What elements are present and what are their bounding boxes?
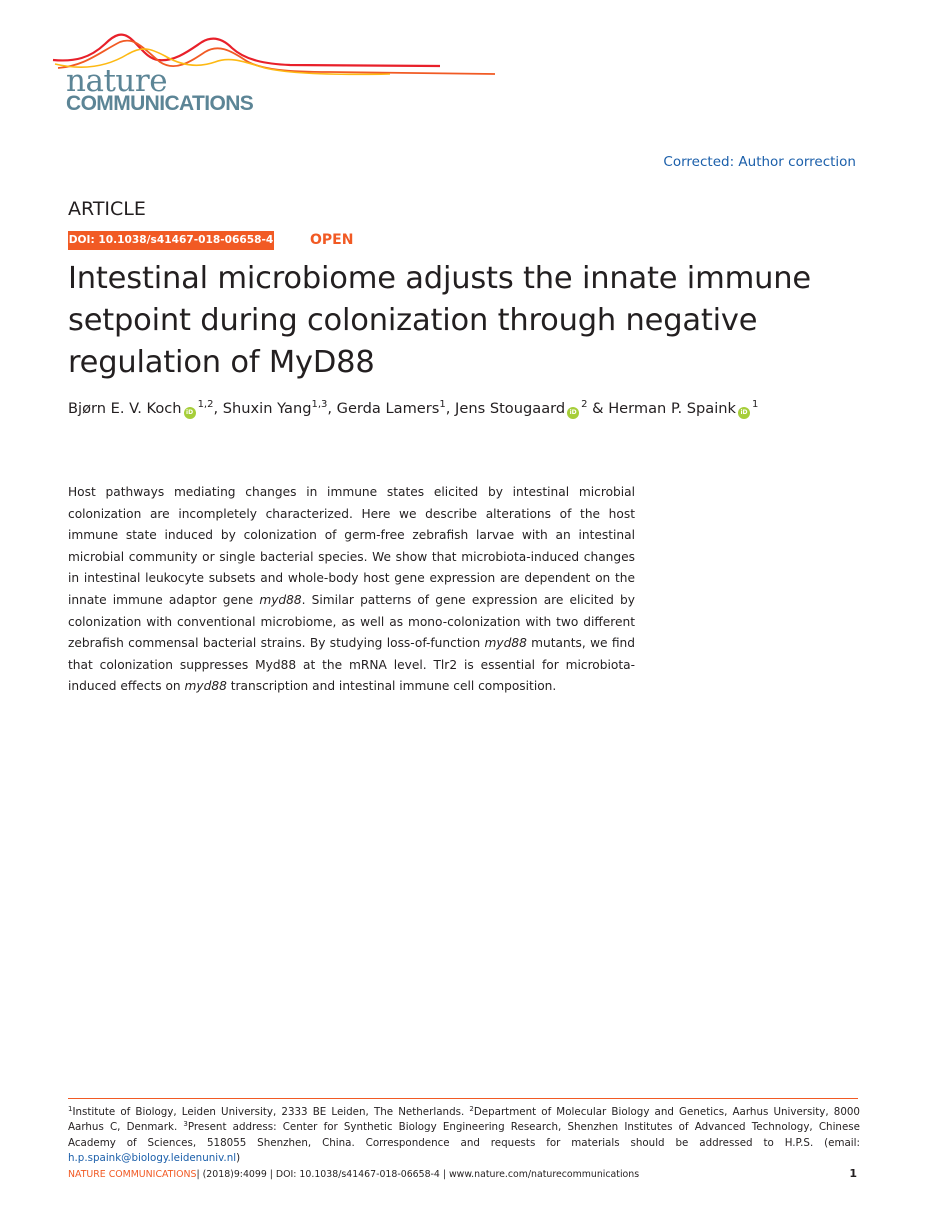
author-affiliation-marker: 1,2 [197,399,214,410]
orcid-icon[interactable]: iD [567,407,579,419]
abstract-text: mutants, we find that colonization suppresses Myd88 at the mRNA level. Tlr2 is essential for microbiota-induced effects on [68,636,635,694]
author-correction-link[interactable]: Corrected: Author correction [663,154,856,170]
footnote-marker: 3 [183,1120,188,1129]
author-separator: , [445,400,456,417]
logo-wordmark-nature: nature [66,63,168,99]
author-affiliation-marker: 1 [751,399,759,410]
footnote-divider [68,1098,858,1099]
affiliation-text: Department of Molecular Biology and Genetics, Aarhus University, 8000 Aarhus C, Denmark. [68,1106,860,1134]
author-name[interactable]: Jens Stougaard [455,400,566,417]
orcid-icon[interactable]: iD [738,407,750,419]
open-access-label: OPEN [310,232,354,248]
author-separator: , [327,400,337,417]
doi-badge[interactable]: DOI: 10.1038/s41467-018-06658-4 [68,231,274,250]
article-type-label: ARTICLE [68,198,146,220]
author-list [68,399,868,419]
page-footer [68,1169,639,1181]
affiliation-text: Institute of Biology, Leiden University, 2333 BE Leiden, The Netherlands. [72,1106,470,1118]
article-title: Intestinal microbiome adjusts the innate immune setpoint during colonization through negative regulation of MyD88 [68,261,811,380]
abstract-text: . Similar patterns of gene expression are elicited by colonization with conventional microbiome, as well as mono-colonization with two different zebrafish commensal bacterial strains. By studying loss-of-function [68,592,636,651]
gene-name: myd88 [184,679,227,694]
affiliations-footnote [68,1105,860,1167]
gene-name: myd88 [484,636,527,651]
footer-journal-name: NATURE COMMUNICATIONS [68,1169,197,1180]
author-separator: & [587,400,609,417]
footer-citation[interactable]: | (2018)9:4099 | DOI: 10.1038/s41467-018-06658-4 | www.nature.com/naturecommunications [196,1169,640,1180]
author-name[interactable]: Gerda Lamers [336,400,440,417]
gene-name: myd88 [259,592,302,607]
author-name[interactable]: Bjørn E. V. Koch [68,400,182,417]
footnote-marker: 2 [469,1105,474,1113]
journal-logo[interactable] [50,28,510,118]
author-separator: , [213,400,223,417]
logo-wordmark-communications: COMMUNICATIONS [66,92,254,115]
abstract-text: transcription and intestinal immune cell composition. [226,679,557,694]
author-name[interactable]: Shuxin Yang [222,400,312,417]
author-affiliation-marker: 1,3 [311,399,328,410]
abstract-text: Host pathways mediating changes in immune states elicited by intestinal microbial colonization are incompletely characterized. Here we describe alterations of the host immune state induced by colonization of germ-free zebrafish larvae with an intestinal microbial community or single bacterial species. We show that microbiota-induced changes in intestinal leukocyte subsets and whole-body host gene expression are dependent on the innate immune adaptor gene [68,485,635,607]
author-affiliation-marker: 1 [439,399,446,410]
abstract [68,482,635,698]
author-affiliation-marker: 2 [581,399,588,410]
correspondence-email-link[interactable]: h.p.spaink@biology.leidenuniv.nl [68,1152,237,1165]
affiliation-text: Present address: Center for Synthetic Biology Engineering Research, Shenzhen Institutes of Advanced Technology, Chinese Academy of Sciences, 518055 Shenzhen, China. Correspondence and requests for materials should be addressed to H.P.S. (email: [68,1121,860,1149]
affiliation-text: ) [236,1152,241,1165]
footnote-marker: 1 [68,1105,73,1113]
orcid-icon[interactable]: iD [184,407,196,419]
page-number: 1 [849,1167,857,1180]
author-name[interactable]: Herman P. Spaink [608,400,736,417]
